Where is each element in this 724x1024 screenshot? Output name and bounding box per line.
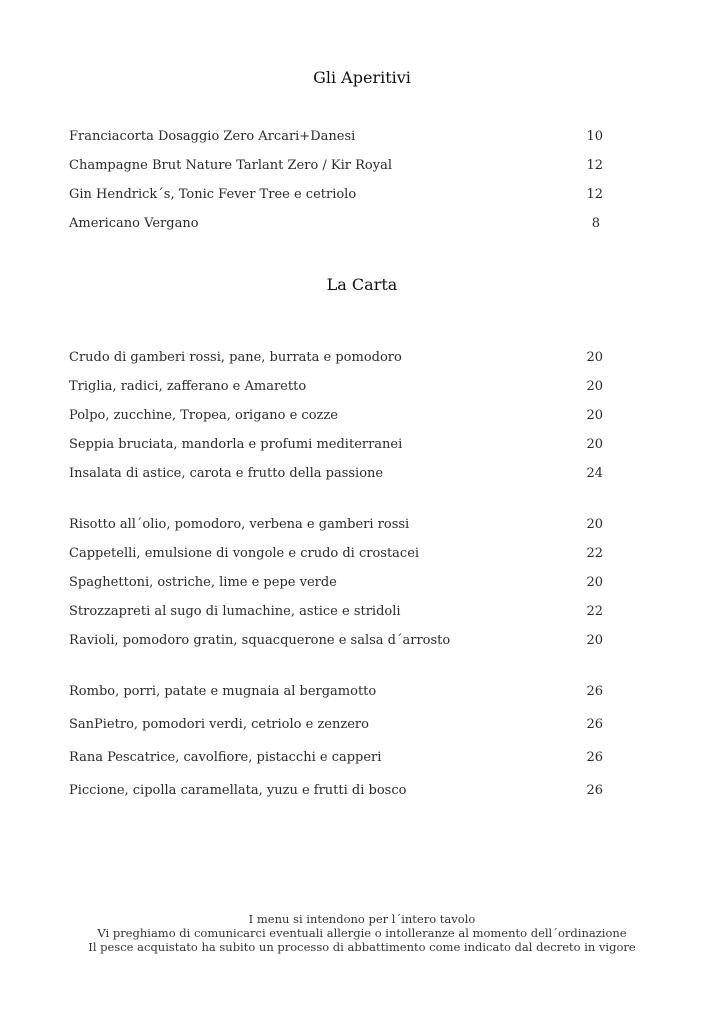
menu-item-name: Ravioli, pomodoro gratin, squacquerone e salsa d´arrosto [69, 633, 451, 648]
menu-item-price: 10 [586, 129, 603, 144]
menu-item-price: 20 [586, 437, 603, 452]
menu-item-name: Rana Pescatrice, cavolfiore, pistacchi e capperi [69, 750, 382, 765]
menu-item [69, 406, 603, 426]
menu-item [69, 156, 603, 176]
menu-item-name: Gin Hendrick´s, Tonic Fever Tree e cetriolo [69, 187, 357, 202]
menu-item [69, 464, 603, 484]
menu-item-name: Americano Vergano [69, 216, 199, 231]
menu-item-name: Strozzapreti al sugo di lumachine, astice e stridoli [69, 604, 401, 619]
menu-item-name: Crudo di gamberi rossi, pane, burrata e pomodoro [69, 350, 402, 365]
menu-item-name: Champagne Brut Nature Tarlant Zero / Kir Royal [69, 158, 393, 173]
menu-item [69, 515, 603, 535]
menu-item-price: 26 [586, 750, 603, 765]
menu-item-name: Rombo, porri, patate e mugnaia al bergamotto [69, 684, 377, 699]
menu-item-price: 20 [586, 633, 603, 648]
menu-item-price: 20 [586, 379, 603, 394]
footer-notes [0, 912, 724, 954]
menu-item [69, 348, 603, 368]
menu-item-name: Spaghettoni, ostriche, lime e pepe verde [69, 575, 337, 590]
menu-item [69, 573, 603, 593]
menu-item-price: 12 [586, 187, 603, 202]
menu-item [69, 781, 603, 801]
menu-item [69, 631, 603, 651]
menu-item-price: 26 [586, 684, 603, 699]
menu-item-price: 12 [586, 158, 603, 173]
menu-item-price: 20 [586, 575, 603, 590]
menu-item-name: Triglia, radici, zafferano e Amaretto [69, 379, 307, 394]
menu-item-price: 24 [586, 466, 603, 481]
menu-item [69, 185, 603, 205]
menu-item [69, 214, 603, 234]
footer-line: Il pesce acquistato ha subito un processo di abbattimento come indicato dal decreto in vigore [88, 940, 636, 954]
menu-item [69, 435, 603, 455]
menu-item-price: 26 [586, 783, 603, 798]
menu-item-price: 20 [586, 350, 603, 365]
menu-item-price: 20 [586, 517, 603, 532]
menu-item-name: Insalata di astice, carota e frutto della passione [69, 466, 384, 481]
menu-item-name: Risotto all´olio, pomodoro, verbena e gamberi rossi [69, 517, 410, 532]
menu-item [69, 602, 603, 622]
menu-item-price: 26 [586, 717, 603, 732]
menu-item-price: 22 [586, 546, 603, 561]
menu-item-name: Franciacorta Dosaggio Zero Arcari+Danesi [69, 129, 356, 144]
menu-item [69, 682, 603, 702]
menu-item [69, 377, 603, 397]
footer-line: Vi preghiamo di comunicarci eventuali allergie o intolleranze al momento dell´ordinazione [97, 926, 627, 940]
menu-item [69, 715, 603, 735]
footer-line: I menu si intendono per l´intero tavolo [248, 912, 476, 926]
menu-item-price: 20 [586, 408, 603, 423]
menu-item [69, 127, 603, 147]
menu-item-name: Seppia bruciata, mandorla e profumi mediterranei [69, 437, 403, 452]
menu-item [69, 544, 603, 564]
menu-item-name: Piccione, cipolla caramellata, yuzu e frutti di bosco [69, 783, 407, 798]
menu-item-price: 8 [591, 216, 600, 231]
menu-item-name: Polpo, zucchine, Tropea, origano e cozze [69, 408, 338, 423]
aperitivi-title: Gli Aperitivi [313, 68, 411, 87]
menu-item-name: SanPietro, pomodori verdi, cetriolo e zenzero [69, 717, 369, 732]
menu-item [69, 748, 603, 768]
menu-item-price: 22 [586, 604, 603, 619]
carta-title: La Carta [326, 275, 398, 294]
menu-item-name: Cappetelli, emulsione di vongole e crudo di crostacei [69, 546, 420, 561]
